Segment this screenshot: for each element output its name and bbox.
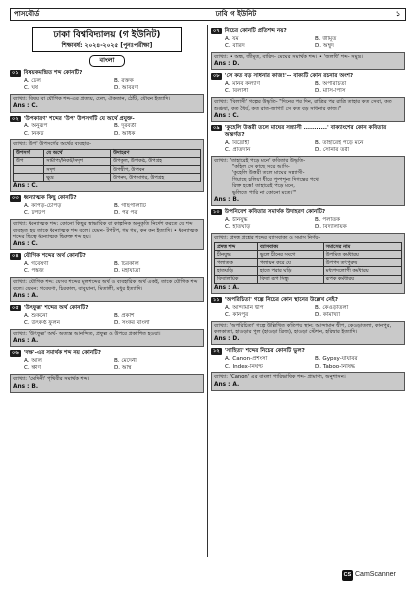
section-heading: বাংলা [89, 55, 125, 67]
question-text: 'অপরিচিতা' গল্পে নিচের কোন স্থানের উল্লেখ নেই? [224, 296, 338, 303]
answer: Ans : B. [13, 383, 39, 390]
question-text: 'উৎফুল্ল' শব্দের অর্থ কোনটি? [23, 304, 89, 311]
option-a: A. গবেষণা [24, 261, 49, 268]
option-d: D. সংকর বাংলা [114, 320, 150, 327]
explanation-text: ব্যাখ্যা: 'উৎফুল্ল' অর্থ- অত্যন্ত আনন্দিত, প্রফুল্ল ও উপরে প্রকাশিত হওয়া। [13, 330, 161, 337]
options [10, 313, 204, 327]
option-a: A. মানব কল্যাণ [225, 81, 260, 88]
option-d: D. আবরণ [114, 85, 138, 92]
option-d: D. Taboo-নিষিদ্ধ [315, 363, 356, 370]
explanation-box [10, 219, 204, 250]
question-12 [211, 348, 405, 355]
explanation-text: ব্যাখ্যা: • অন্ধ, জীমূত, বারিদ- মেঘের সমার্থক শব্দ। • 'জলধি' শব্দ- সমুদ্র। [214, 53, 363, 60]
table-header-cell: যে অর্থে [44, 149, 111, 157]
poem-line: গিয়াছে চলিয়া ধীরে পুষ্পশূন্য দিগন্তের পথে [232, 176, 319, 183]
option-c: C. হাতঘড়ি [225, 224, 251, 231]
option-a: A. চীনযুদ্ধ [225, 216, 248, 223]
table-cell: ভুলে চীনের সংগে [258, 251, 324, 259]
question-04 [10, 253, 204, 260]
option-d: D. মাসি-পিসি [315, 88, 346, 95]
option-a: A. বিদ্রোহী [225, 139, 250, 146]
table-cell: উপদ্বীপ, উপবন [111, 166, 201, 174]
table-header-cell: উপসর্গ [14, 149, 44, 157]
question-06 [10, 350, 204, 357]
question-text: 'সে কত বড় সাধনার কাজ!'-- বাক্যটি কোন রচনার অংশ? [224, 73, 354, 80]
option-b: B. জীমূত [315, 35, 337, 42]
option-c: C. পঙ্কজ [24, 268, 44, 275]
question-text: ধ্বন্যাত্মক কিছু কোনটি? [23, 195, 77, 202]
option-c: C. উৎকণ্ঠ ফুলন [24, 320, 60, 327]
table-cell: উপকূল, উপকণ্ঠ, উপগ্রহ [111, 157, 201, 165]
question-number: ০৭ [213, 28, 220, 34]
table-cell: পলায়ন করে যে [258, 259, 324, 267]
table-cell: উপ [14, 157, 44, 165]
camscanner-watermark [342, 570, 396, 581]
answer: Ans : A. [214, 284, 240, 291]
table-cell: মধ্যপদলোপী কর্মধারয় [323, 267, 401, 275]
option-d: D. পর পর [114, 210, 138, 217]
question-text: 'দক্ষ'-এর সমার্থক শব্দ নয় কোনটি? [23, 350, 101, 357]
table-header-cell: প্রদত্ত শব্দ [215, 243, 258, 251]
table-cell: সামীপ্য/নিকট/সদৃশ [44, 157, 111, 165]
question-01 [10, 70, 204, 77]
option-b: B. গাছপালাটি [114, 203, 146, 210]
option-b: B. মেদেনী [114, 358, 137, 365]
prefix-table [13, 149, 201, 182]
options [211, 356, 405, 370]
option-a: A. যম [225, 35, 239, 42]
compound-table [214, 242, 402, 283]
table-header-cell: ব্যাসবাক্য [258, 243, 324, 251]
right-column [211, 25, 405, 557]
answer: Ans : C. [13, 183, 38, 190]
explanation-text: ব্যাখ্যা: 'মেদিনী' পৃথিবীর সমার্থক শব্দ। [13, 376, 90, 383]
option-b: B. প্রকাশ [114, 312, 135, 319]
option-b: B. রক্তক [114, 78, 134, 85]
exam-session: শিক্ষাবর্ষ: ২০২৪-২০২৫ [পুনঃপরীক্ষা] [61, 41, 153, 49]
table-row [215, 267, 402, 275]
table-header-row [14, 149, 201, 157]
table-row [14, 157, 201, 165]
option-d: D. কামাখ্যা [315, 311, 341, 318]
option-a: A. Canon-প্রশংসা [225, 356, 268, 363]
question-02 [10, 116, 204, 123]
explanation-box [10, 329, 204, 347]
poem-line: ভুলিতে পারি না কোনো মতে।'" [232, 189, 297, 196]
options [211, 81, 405, 95]
page-header [10, 8, 406, 21]
question-number: ০৬ [12, 350, 19, 357]
table-header-row [215, 243, 402, 251]
question-10 [211, 209, 405, 216]
poem-line: রিক্ত হস্তে! তাহারেই পড়ে মনে, [232, 183, 295, 190]
answer: Ans : A. [214, 381, 240, 388]
exam-title: ঢাকা বিশ্ববিদ্যালয় (গ ইউনিট) [53, 30, 161, 40]
question-08 [211, 73, 405, 80]
explanation-text: ব্যাখ্যা: ধ্বন্যাত্মক শব্দ: কোনো কিছুর স্বাভাবিক বা কাল্পনিক অনুকৃতি নির্দেশ করতে যে শব্দ ব্যবহৃত হয় তাকে ধ্বন্যাত্মক শব্দ বলে। যেমন- টপটপ, গম গম, কন কন ইত্যাদি। • ধ্বন্যাত্মক শব্দের দ্বিত্বে ধ্বন্যাত্মক দ্বিরুক্ত শব্দ হয়। [13, 221, 199, 240]
question-number: ১২ [213, 348, 220, 355]
table-cell [14, 166, 44, 174]
explanation-box [10, 139, 204, 192]
question-11 [211, 297, 405, 304]
option-a: A. শুকনো [24, 312, 48, 319]
question-number: ০৮ [213, 73, 220, 80]
camscanner-label: CamScanner [355, 571, 396, 579]
option-a: A. আল [24, 358, 42, 365]
table-cell: উপমিত কর্মধারয় [323, 251, 401, 259]
camscanner-logo-icon: CS [342, 570, 353, 581]
question-number: ১১ [213, 296, 220, 303]
answer: Ans : A. [13, 338, 39, 345]
explanation-box [211, 233, 405, 294]
question-text: 'সাহিত্য' শব্দের নিচের কোনটি ভুল? [224, 348, 305, 355]
question-number: ০২ [12, 115, 19, 122]
answer: Ans : C. [13, 103, 38, 110]
poem-line: "কহিল সে কাছে সরে আসি- [232, 164, 290, 171]
answer: Ans : A. [13, 292, 39, 299]
table-cell: পলাতক [215, 259, 258, 267]
answer: Ans : C. [13, 241, 38, 248]
option-c: C. বিলাসী [225, 88, 249, 95]
option-a: A. কাপড়-চোপড় [24, 203, 62, 210]
table-row [215, 259, 402, 267]
option-d: D. অম্বুদ [315, 43, 334, 50]
explanation-text: ব্যাখ্যা: প্রদত্ত প্রশ্নের শব্দের ব্যাসবাক্য ও সমাস নির্ণয়- [214, 234, 321, 241]
question-number: ০৫ [12, 304, 19, 311]
question-text: নিচের কোনটি প্রতিশব্দ নয়? [224, 28, 287, 34]
options [211, 36, 405, 50]
table-cell: ক্ষুদ্র [44, 174, 111, 182]
question-number: ০৩ [12, 195, 19, 202]
options [10, 358, 204, 372]
answer: Ans : D. [214, 336, 240, 343]
table-cell: উপপদ তৎপুরুষ [323, 259, 401, 267]
explanation-text: ব্যাখ্যা: 'তাহারেই পড়ে মনে' কবিতার উদ্ধৃতি- [214, 157, 306, 164]
question-text: 'কুহেলি উত্তরী তলে মাঘের সন্ন্যাসী ...........' বাক্যাংশের কোন কবিতার অন্তর্গত? [224, 125, 387, 138]
left-column [10, 25, 204, 557]
page-number: ১ [395, 10, 401, 19]
explanation-box [211, 321, 405, 346]
options [211, 217, 405, 231]
table-cell: হাতঘড়ি [215, 267, 258, 275]
table-cell: উপনদ, উপসাগর, উপগ্রহ [111, 174, 201, 182]
explanation-box [10, 277, 204, 302]
question-03 [10, 195, 204, 202]
table-cell: হাতে পরার ঘড়ি [258, 267, 324, 275]
options [10, 78, 204, 92]
options [10, 261, 204, 275]
options [10, 203, 204, 217]
table-row [215, 275, 402, 283]
table-cell: বিদ্যা রূপ সিন্ধু [258, 275, 324, 283]
question-number: ১০ [213, 208, 220, 215]
question-text: 'উপকারণ' শব্দের 'উপ' উপসর্গটি যে অর্থে প্রযুক্ত- [23, 115, 135, 122]
option-d: D. সোনার তরী [315, 146, 350, 153]
option-c: C. ক্ষীণ [24, 365, 41, 372]
table-cell: চীনযুদ্ধ [215, 251, 258, 259]
options [211, 140, 405, 154]
column-divider [207, 25, 208, 557]
explanation-box [10, 94, 204, 112]
option-b: B. পলাতক [315, 216, 341, 223]
table-header-cell: উদাহরণ [111, 149, 201, 157]
option-c: C. টপটপ [24, 210, 46, 217]
option-d: D. মহাযাত্রা [114, 268, 141, 275]
option-c: C. Index-নির্ঘণ্ট [225, 363, 263, 370]
question-text: যৌগিক শব্দের অর্থ কোনটি? [23, 253, 86, 260]
option-c: C. ঘর্ষ [24, 85, 39, 92]
question-number: ০৪ [12, 253, 19, 260]
option-d: D. অম্বি [114, 365, 132, 372]
option-a: A. অনুরূপ [24, 123, 48, 130]
option-c: C. বারিদ [225, 43, 245, 50]
options [10, 123, 204, 137]
question-07 [211, 28, 405, 35]
explanation-box [10, 374, 204, 392]
explanation-text: ব্যাখ্যা: 'Canon' এর বাংলা পারিভাষিক শব্দ- প্রামাণ্য, অনুশাসন। [214, 374, 346, 381]
explanation-text: ব্যাখ্যা: উপ' উপসর্গের অর্থের ব্যবহার- [13, 141, 91, 148]
table-cell: রূপক কর্মধারয় [323, 275, 401, 283]
question-09 [211, 125, 405, 139]
option-c: C. কানপুর [225, 311, 249, 318]
table-row [14, 174, 201, 182]
option-a: A. ঢেল [24, 78, 41, 85]
option-b: B. অপরিচিতা [315, 81, 347, 88]
page-title: ঢাবি গ ইউনিট [215, 10, 257, 19]
explanation-text: ব্যাখ্যা: 'অপরিচিতা' গল্পে উল্লিখিত কতিপয় স্থান: আন্দামান দ্বীপ, কেওড়াতলা, কানপুর, কলকাতা, হাওড়ার পুল (হাওড়া ব্রিজ), হাওড়া স্টেশন, হরিদ্বার ইত্যাদি। [214, 322, 392, 335]
question-text: বিষয়কমন্দ্রিত শব্দ কোনটি? [23, 70, 83, 77]
option-c: C. প্রতিদান [225, 146, 251, 153]
option-b: B. দূরবর্তী [114, 123, 137, 130]
explanation-box [211, 52, 405, 70]
brand-name: পাসবৌর্ড [14, 10, 40, 19]
table-cell [14, 174, 44, 182]
explanation-box [211, 97, 405, 122]
table-cell: বিদ্যালয়িক [215, 275, 258, 283]
options [211, 305, 405, 319]
answer: Ans : B. [214, 196, 240, 203]
answer: Ans : D. [214, 61, 240, 68]
option-b: B. চিরকাল [114, 261, 139, 268]
table-cell: সদৃশ [44, 166, 111, 174]
option-a: A. আন্দামান দ্বীপ [225, 304, 264, 311]
option-b: B. Gypsy-যাযাবর [315, 356, 358, 363]
poem-quote [214, 164, 402, 196]
option-d: D. বিদ্যালয়িক [315, 224, 347, 231]
exam-page [10, 8, 406, 560]
poem-line: 'কুহেলি উত্তরী তলে মাঘের সন্ন্যাসী- [232, 170, 305, 177]
option-c: C. নিকট [24, 130, 44, 137]
explanation-text: ব্যাখ্যা: 'বিলাসী' গল্পের উদ্ধৃতি- "দিনের পর দিন, রাত্রির পর রাত্রি তাহার কত সেবা, কত শুশ্রূষা, কত ধৈর্য, কত রাত-জাগা! সে কত বড় সাধনার কাজ।" [214, 99, 392, 112]
explanation-box [211, 372, 405, 390]
question-number: ০৯ [213, 125, 220, 132]
table-header-cell: সমাসের নাম [323, 243, 401, 251]
explanation-text: ব্যাখ্যা: যৌগিক শব্দ: যেসব শব্দের মূলশব্দের অর্থ ও ব্যবহারিক অর্থ একই, তাকে যৌগিক শব্দ বলে। যেমন: গবেষণা, চিরকাল, বাবুয়ানা, মিতালী, মধুর ইত্যাদি। [13, 279, 198, 292]
exam-title-box [32, 27, 182, 52]
explanation-box [211, 156, 405, 206]
question-05 [10, 305, 204, 312]
table-row [215, 251, 402, 259]
answer: Ans : C. [214, 112, 239, 119]
explanation-text: ব্যাখ্যা: বিষয় বা যৌগিক শব্দ-এর প্রত্যয়, ঢেল, ঐকতান, ঠোঁট, যৌবন ইত্যাদি। [13, 96, 171, 103]
question-text: উপনিবেশ কবিতার সমার্থক উদাহরণ কোনটি? [224, 208, 326, 215]
table-row [14, 166, 201, 174]
option-b: B. কেওড়াতলা [315, 304, 349, 311]
option-b: B. তাহারেই পড়ে মনে [315, 139, 364, 146]
question-number: ০১ [12, 70, 19, 77]
option-d: D. অধিক [114, 130, 136, 137]
